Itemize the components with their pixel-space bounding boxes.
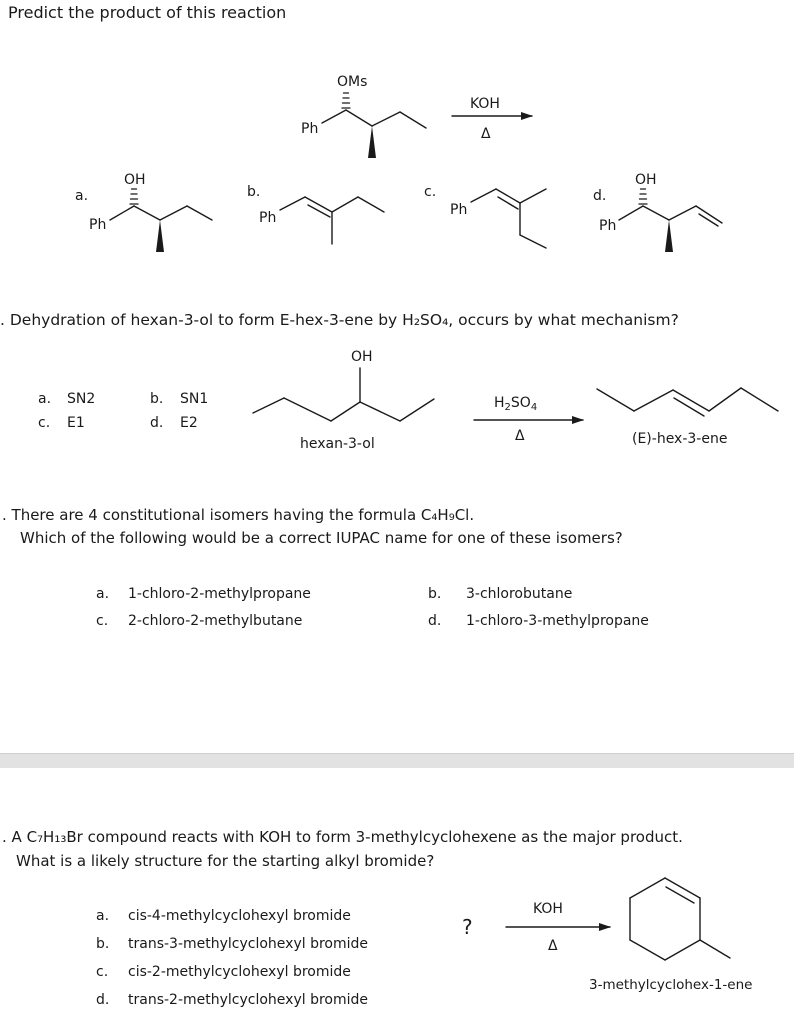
q1-ph-label: Ph	[301, 121, 319, 137]
q3-option-b-text: 3-chlorobutane	[466, 586, 573, 602]
q1-reactant-structure	[322, 93, 426, 158]
q2-reagent-h: H	[494, 395, 505, 411]
option-b-letter: b.	[247, 184, 261, 200]
q2-reagent-so: SO	[510, 395, 531, 411]
q2-option-b-text: SN1	[180, 391, 209, 407]
solid-wedge-d	[665, 220, 673, 252]
option-a-ph: Ph	[89, 217, 107, 233]
q3-option-c-text: 2-chloro-2-methylbutane	[128, 613, 303, 629]
q3-option-d-text: 1-chloro-3-methylpropane	[466, 613, 649, 629]
q4-option-d-letter: d.	[96, 992, 110, 1008]
q4-option-c-letter: c.	[96, 964, 109, 980]
option-d-structure	[619, 189, 722, 252]
q2-option-d-letter: d.	[150, 415, 164, 431]
solid-wedge-methyl	[368, 126, 376, 158]
q3-option-d-letter: d.	[428, 613, 442, 629]
q3-question-line2: Which of the following would be a correct IUPAC name for one of these isomers?	[20, 529, 623, 547]
q2-option-a-letter: a.	[38, 391, 52, 407]
q3-option-b-letter: b.	[428, 586, 442, 602]
option-a-letter: a.	[75, 188, 89, 204]
option-d-letter: d.	[593, 188, 607, 204]
q3-question-line1: . There are 4 constitutional isomers having the formula C₄H₉Cl.	[2, 506, 475, 524]
q4-option-d-text: trans-2-methylcyclohexyl bromide	[128, 992, 369, 1008]
q2-reactant-name: hexan-3-ol	[300, 436, 375, 452]
q1-heat: Δ	[481, 126, 491, 142]
q4-reagent: KOH	[533, 901, 563, 917]
q2-product-name: (E)-hex-3-ene	[632, 431, 728, 447]
q4-question-line2: What is a likely structure for the starting alkyl bromide?	[16, 852, 435, 870]
hexan-3-ol-structure	[253, 368, 434, 421]
option-c-letter: c.	[424, 184, 437, 200]
q1-reagent: KOH	[470, 96, 500, 112]
hashed-wedge-oh	[130, 189, 138, 204]
q2-option-a-text: SN2	[67, 391, 96, 407]
q2-option-c-letter: c.	[38, 415, 51, 431]
q4-product-name: 3-methylcyclohex-1-ene	[589, 977, 753, 993]
q4-option-c-text: cis-2-methylcyclohexyl bromide	[128, 964, 351, 980]
option-a-structure	[110, 189, 212, 252]
q2-option-c-text: E1	[67, 415, 85, 431]
q4-option-a-letter: a.	[96, 908, 110, 924]
q2-heat: Δ	[515, 428, 525, 444]
q3-option-a-letter: a.	[96, 586, 110, 602]
option-c-structure	[471, 189, 546, 248]
q2-option-b-letter: b.	[150, 391, 164, 407]
q2-reagent-sub1: 2	[504, 402, 511, 413]
3-methylcyclohexene-structure	[630, 878, 730, 960]
option-d-ph: Ph	[599, 218, 617, 234]
hashed-wedge-oh-d	[639, 189, 647, 204]
q4-heat: Δ	[548, 938, 558, 954]
hashed-wedge-oms	[342, 93, 350, 108]
option-d-oh: OH	[635, 172, 657, 188]
q4-question-line1: . A C₇H₁₃Br compound reacts with KOH to form 3-methylcyclohexene as the major product.	[2, 828, 683, 846]
solid-wedge	[156, 220, 164, 252]
q3-option-a-text: 1-chloro-2-methylpropane	[128, 586, 311, 602]
q1-oms-label: OMs	[337, 74, 368, 90]
hex-3-ene-structure	[597, 388, 778, 416]
option-a-oh: OH	[124, 172, 146, 188]
option-c-ph: Ph	[450, 202, 468, 218]
q2-reactant-oh: OH	[351, 349, 373, 365]
q4-option-a-text: cis-4-methylcyclohexyl bromide	[128, 908, 351, 924]
option-b-structure	[280, 197, 384, 244]
q2-option-d-text: E2	[180, 415, 198, 431]
q4-option-b-text: trans-3-methylcyclohexyl bromide	[128, 936, 369, 952]
option-b-ph: Ph	[259, 210, 277, 226]
q3-option-c-letter: c.	[96, 613, 109, 629]
q2-question: . Dehydration of hexan-3-ol to form E-hex-3-ene by H₂SO₄, occurs by what mechanism?	[0, 311, 679, 329]
q1-prompt: Predict the product of this reaction	[8, 3, 287, 22]
q4-unknown: ?	[462, 915, 473, 939]
q2-reagent-sub2: 4	[530, 402, 538, 413]
q4-option-b-letter: b.	[96, 936, 110, 952]
